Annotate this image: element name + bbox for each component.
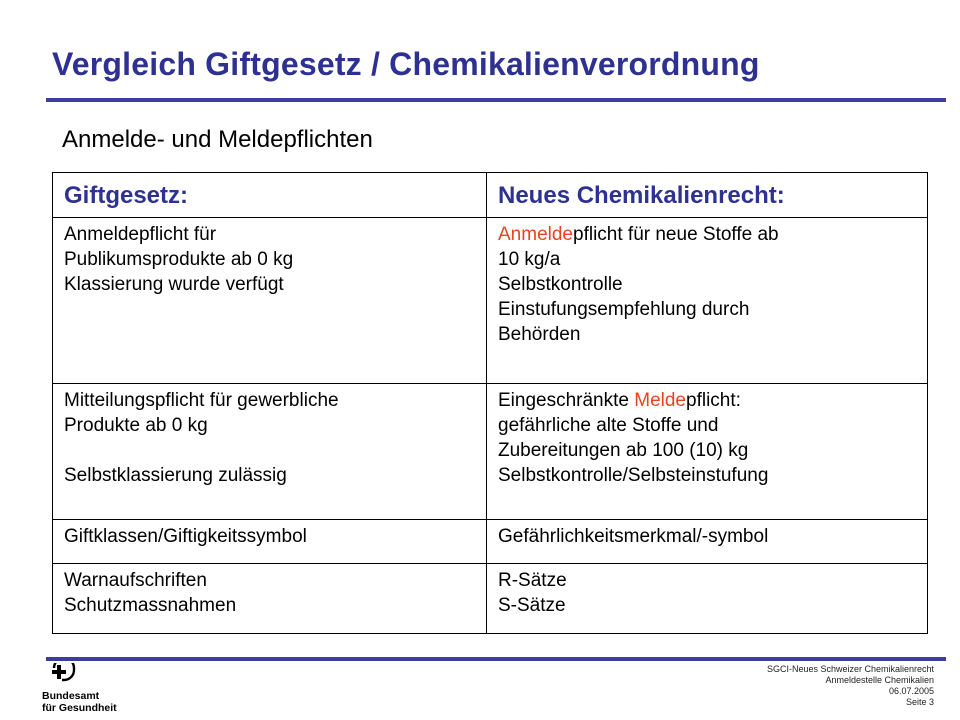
cell-left bbox=[53, 218, 487, 384]
cell-line: Anmeldepflicht für bbox=[64, 224, 217, 245]
table-row bbox=[53, 384, 928, 520]
slide-title: Vergleich Giftgesetz / Chemikalienverordnung bbox=[52, 46, 760, 82]
footer-line: Anmeldestelle Chemikalien bbox=[825, 675, 934, 685]
cell-line: Selbstkontrolle/Selbsteinstufung bbox=[498, 465, 769, 486]
cell-line: Selbstkontrolle bbox=[498, 274, 623, 295]
highlight-melde: Melde bbox=[634, 390, 686, 411]
footer-page-number: Seite 3 bbox=[905, 697, 934, 707]
cell-line: Warnaufschriften bbox=[64, 570, 207, 591]
cell-line: Einstufungsempfehlung durch bbox=[498, 299, 750, 320]
logo-line: Bundesamt bbox=[42, 690, 100, 702]
table-row bbox=[53, 218, 928, 384]
cell-line: Giftklassen/Giftigkeitssymbol bbox=[64, 526, 307, 547]
cell-line: R-Sätze bbox=[498, 570, 567, 591]
table-row bbox=[53, 564, 928, 634]
header-giftgesetz: Giftgesetz: bbox=[53, 173, 487, 218]
table-row bbox=[53, 520, 928, 564]
cell-line: Zubereitungen ab 100 (10) kg bbox=[498, 440, 749, 461]
cell-right bbox=[487, 218, 928, 384]
cell-spacer bbox=[64, 438, 476, 463]
cell-left bbox=[53, 384, 487, 520]
logo-wordmark bbox=[42, 690, 117, 714]
cell-text: pflicht für neue Stoffe ab bbox=[573, 224, 779, 245]
cell-line: Publikumsprodukte ab 0 kg bbox=[64, 249, 294, 270]
comparison-table bbox=[52, 172, 928, 634]
cell-line bbox=[498, 222, 917, 247]
cell-left bbox=[53, 564, 487, 634]
cell-line: gefährliche alte Stoffe und bbox=[498, 415, 719, 436]
table-header-row bbox=[53, 173, 928, 218]
cell-line bbox=[498, 388, 917, 413]
footer-divider bbox=[46, 657, 946, 661]
cell-line: S-Sätze bbox=[498, 595, 566, 616]
header-chemikalienrecht: Neues Chemikalienrecht: bbox=[487, 173, 928, 218]
cell-line: Schutzmassnahmen bbox=[64, 595, 237, 616]
cell-text: Eingeschränkte bbox=[498, 390, 635, 411]
cell-text: pflicht: bbox=[686, 390, 741, 411]
highlight-anmelde: Anmelde bbox=[498, 224, 573, 245]
slide-subtitle: Anmelde- und Meldepflichten bbox=[62, 126, 373, 153]
cell-line: Behörden bbox=[498, 324, 581, 345]
footer-line: SGCI-Neues Schweizer Chemikalienrecht bbox=[766, 664, 934, 674]
cell-line: Produkte ab 0 kg bbox=[64, 415, 208, 436]
cell-line: Selbstklassierung zulässig bbox=[64, 465, 287, 486]
cell-line: 10 kg/a bbox=[498, 249, 561, 270]
title-divider bbox=[46, 98, 946, 102]
cell-line: Klassierung wurde verfügt bbox=[64, 274, 284, 295]
footer-info bbox=[767, 664, 934, 708]
cell-right bbox=[487, 564, 928, 634]
cell-left bbox=[53, 520, 487, 564]
footer-date: 06.07.2005 bbox=[888, 686, 934, 696]
cell-line: Mitteilungspflicht für gewerbliche bbox=[64, 390, 339, 411]
cell-right bbox=[487, 520, 928, 564]
cell-right bbox=[487, 384, 928, 520]
cell-line: Gefährlichkeitsmerkmal/-symbol bbox=[498, 526, 769, 547]
logo-line: für Gesundheit bbox=[42, 702, 117, 714]
